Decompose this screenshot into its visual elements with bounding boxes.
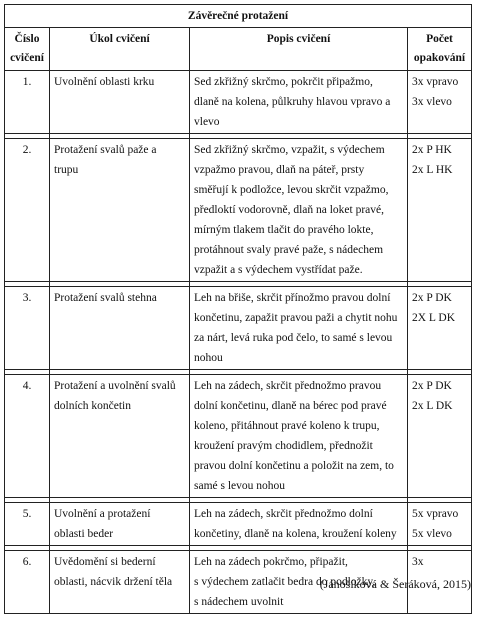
document-page xyxy=(4,4,471,620)
row-description-line: vlevo xyxy=(194,116,220,128)
row-description-line: koleno, přitáhnout pravé koleno k trupu, xyxy=(194,420,380,432)
row-task xyxy=(50,139,190,282)
table-header-row xyxy=(5,28,472,71)
row-description xyxy=(190,503,408,546)
table-row xyxy=(5,139,472,282)
row-description-line: dolní končetinu, dlaně na bérec pod pravé xyxy=(194,400,387,412)
row-description-line: vzpažmo pravou, dlaň na páteř, prsty xyxy=(194,164,365,176)
row-count-line: 2x P DK xyxy=(412,380,452,392)
row-description-line: nohou xyxy=(194,352,223,364)
row-task-line: oblasti, nácvik držení těla xyxy=(54,576,173,588)
row-description-line: směřují k podložce, levou skrčit vzpažmo, xyxy=(194,184,389,196)
header-number-line: Číslo xyxy=(14,33,40,45)
row-description-line: samé s levou nohou xyxy=(194,480,286,492)
row-count xyxy=(408,139,472,282)
row-description-line: s nádechem uvolnit xyxy=(194,596,284,608)
row-task xyxy=(50,503,190,546)
table-row xyxy=(5,71,472,134)
row-description-line: Leh na zádech, skrčit přednožmo dolní xyxy=(194,508,373,520)
row-description-line: končetinu, zapažit pravou paži a chytit nohu xyxy=(194,312,398,324)
row-task xyxy=(50,71,190,134)
header-count-line: Počet xyxy=(426,33,453,45)
row-description xyxy=(190,375,408,498)
row-description-line: Leh na zádech, skrčit přednožmo pravou xyxy=(194,380,382,392)
header-count-line: opakování xyxy=(413,52,466,64)
row-description-line: mírným tlakem tlačit do pravého lokte, xyxy=(194,224,374,236)
row-count-line: 3x vlevo xyxy=(412,96,452,108)
row-count xyxy=(408,503,472,546)
row-number: 6. xyxy=(5,551,50,614)
row-task xyxy=(50,551,190,614)
row-description-line: Sed zkřižný skrčmo, pokrčit připažmo, xyxy=(194,76,373,88)
row-description-line: za nárt, levá ruka pod čelo, to samé s levou xyxy=(194,332,393,344)
source-citation: (Jánošíková & Šeráková, 2015) xyxy=(319,577,471,591)
row-description-line: pravou dolní končetinu a položit na zem, to xyxy=(194,460,394,472)
row-count-line: 3x vpravo xyxy=(412,76,459,88)
row-task-line: Protažení a uvolnění svalů xyxy=(54,380,176,392)
row-count-line: 2x L HK xyxy=(412,164,453,176)
row-description-line: dlaně na kolena, půlkruhy hlavou vpravo a xyxy=(194,96,391,108)
header-task: Úkol cvičení xyxy=(50,28,190,71)
table-row xyxy=(5,375,472,498)
row-count-line: 2x P HK xyxy=(412,144,452,156)
header-number xyxy=(5,28,50,71)
row-description-line: Leh na břiše, skrčit přínožmo pravou dolní xyxy=(194,292,391,304)
row-task-line: Uvědomění si bederní xyxy=(54,556,156,568)
header-description: Popis cvičení xyxy=(190,28,408,71)
row-description-line: končetiny, dlaně na kolena, kroužení koleny xyxy=(194,528,397,540)
row-task-line: Protažení svalů stehna xyxy=(54,292,157,304)
row-number: 1. xyxy=(5,71,50,134)
row-task xyxy=(50,287,190,370)
row-description-line: Sed zkřižný skrčmo, vzpažit, s výdechem xyxy=(194,144,385,156)
table-row xyxy=(5,287,472,370)
table-title: Závěrečné protažení xyxy=(5,5,472,28)
row-task-line: oblasti beder xyxy=(54,528,114,540)
row-description xyxy=(190,139,408,282)
row-description-line: Leh na zádech pokrčmo, připažit, xyxy=(194,556,348,568)
row-task-line: Uvolnění oblasti krku xyxy=(54,76,155,88)
row-description-line: předloktí vodorovně, dlaň na loket pravé, xyxy=(194,204,385,216)
row-count xyxy=(408,287,472,370)
row-description xyxy=(190,71,408,134)
row-count-line: 3x xyxy=(412,556,424,568)
row-task xyxy=(50,375,190,498)
row-task-line: Protažení svalů paže a xyxy=(54,144,157,156)
row-description-line: vzpažit a s výdechem vystřídat paže. xyxy=(194,264,363,276)
row-count-line: 2X L DK xyxy=(412,312,456,324)
row-count-line: 2x L DK xyxy=(412,400,453,412)
row-count xyxy=(408,375,472,498)
row-description-line: s výdechem zatlačit bedra do podložky, xyxy=(194,576,376,588)
row-task-line: Uvolnění a protažení xyxy=(54,508,151,520)
exercise-table xyxy=(4,4,472,614)
row-description-line: kroužení pravým chodidlem, přednožit xyxy=(194,440,373,452)
row-number: 2. xyxy=(5,139,50,282)
table-body xyxy=(5,71,472,614)
row-number: 5. xyxy=(5,503,50,546)
row-description-line: protáhnout svaly pravé paže, s nádechem xyxy=(194,244,384,256)
row-task-line: trupu xyxy=(54,164,79,176)
table-title-row xyxy=(5,5,472,28)
row-count-line: 5x vlevo xyxy=(412,528,452,540)
row-description xyxy=(190,287,408,370)
row-count-line: 2x P DK xyxy=(412,292,452,304)
row-count xyxy=(408,71,472,134)
row-number: 3. xyxy=(5,287,50,370)
table-row xyxy=(5,503,472,546)
row-count-line: 5x vpravo xyxy=(412,508,459,520)
header-count xyxy=(408,28,472,71)
header-number-line: cvičení xyxy=(10,52,44,64)
row-task-line: dolních končetin xyxy=(54,400,131,412)
row-number: 4. xyxy=(5,375,50,498)
